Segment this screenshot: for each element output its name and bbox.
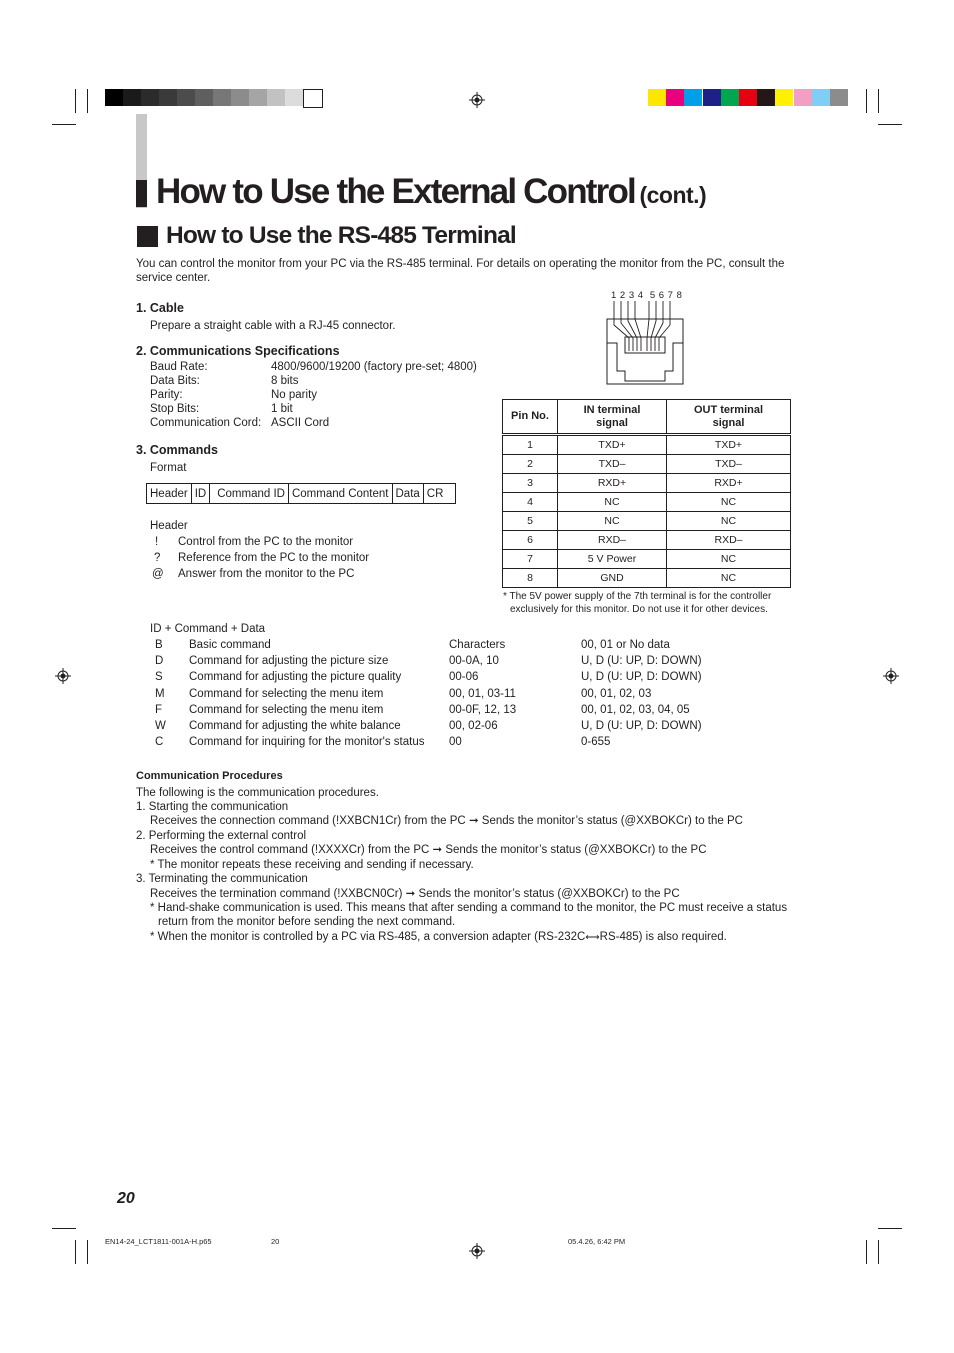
pin-cell: RXD– [558, 531, 667, 550]
format-cell: Command ID [210, 484, 289, 504]
command-content: 00-06 [449, 671, 479, 684]
id-command-label: ID + Command + Data [150, 623, 266, 635]
pin-cell: NC [667, 493, 791, 512]
header-text: Reference from the PC to the monitor [178, 552, 370, 564]
step-part: Sends the monitor’s status (@XXBOKCr) to the PC [481, 815, 743, 827]
command-format-table [146, 483, 456, 504]
step-part: Sends the monitor’s status (@XXBOKCr) to the PC [418, 888, 680, 900]
crop-mark [878, 124, 902, 125]
command-data: 00, 01, 02, 03 [581, 687, 652, 700]
spec-row [150, 388, 477, 402]
spec-value: No parity [271, 389, 318, 401]
step-part: Sends the monitor’s status (@XXBOKCr) to the PC [445, 844, 707, 856]
pin-assignment-table [502, 399, 791, 588]
color-swatch [666, 89, 684, 106]
crop-mark [878, 1228, 902, 1229]
pin-cell: 3 [503, 474, 558, 493]
color-swatch [812, 89, 830, 106]
pin-cell: RXD+ [667, 474, 791, 493]
spec-label: Parity: [150, 389, 183, 401]
footer-date: 05.4.26, 6:42 PM [568, 1237, 626, 1246]
gray-swatch [267, 89, 285, 106]
command-row [155, 670, 721, 686]
command-description: Command for inquiring for the monitor's status [189, 736, 425, 749]
crop-mark [866, 89, 867, 113]
gray-swatch [141, 89, 159, 106]
comm-spec-list [150, 360, 477, 430]
spec-row [150, 416, 477, 430]
commands-heading: 3. Commands [136, 443, 218, 457]
command-content: Characters [449, 639, 506, 651]
command-row [155, 687, 721, 703]
spec-row [150, 374, 477, 388]
crop-mark [52, 124, 76, 125]
command-letter: B [155, 639, 163, 651]
command-letter: C [155, 736, 164, 749]
registration-mark [883, 668, 899, 684]
pin-cell: 5 [503, 512, 558, 531]
page-number: 20 [117, 1190, 135, 1207]
command-row [155, 638, 721, 654]
command-description: Command for adjusting the picture size [189, 655, 389, 668]
procedure-note: * Hand-shake communication is used. This means that after sending a command to the monitor, the PC must receive a status [150, 902, 788, 914]
spec-row [150, 402, 477, 416]
step-part: Receives the termination command (!XXBCN0Cr) [150, 888, 403, 900]
format-cell: CR [423, 484, 456, 504]
pin-cell: TXD+ [558, 435, 667, 455]
color-swatch [757, 89, 775, 106]
pin-cell: 8 [503, 569, 558, 588]
registration-mark [55, 668, 71, 684]
command-list [155, 638, 721, 751]
header-row [152, 567, 369, 583]
command-data: U, D (U: UP, D: DOWN) [581, 719, 702, 732]
note-part: RS-485) is also required. [599, 931, 727, 943]
pin-row [503, 474, 791, 493]
pin-cell: 5 V Power [558, 550, 667, 569]
pin-cell: 4 [503, 493, 558, 512]
format-cell: ID [191, 484, 210, 504]
spec-value: ASCII Cord [271, 417, 330, 429]
step-title: 1. Starting the communication [136, 801, 289, 813]
crop-mark [75, 1240, 76, 1264]
header-list [152, 535, 369, 583]
command-description: Command for selecting the menu item [189, 703, 384, 716]
command-data: U, D (U: UP, D: DOWN) [581, 671, 702, 684]
crop-mark [52, 1228, 76, 1229]
format-cell: Command Content [288, 484, 392, 504]
format-cell: Header [147, 484, 192, 504]
rj45-connector-diagram [605, 301, 685, 386]
command-content: 00 [449, 736, 462, 749]
gray-swatch [159, 89, 177, 106]
gray-swatch [249, 89, 267, 106]
command-content: 00-0A, 10 [449, 655, 499, 668]
command-content: 00-0F, 12, 13 [449, 703, 517, 716]
note-line: exclusively for this monitor. Do not use it for other devices. [510, 604, 768, 615]
header-text: Control from the PC to the monitor [178, 536, 354, 548]
command-letter: F [155, 703, 163, 716]
registration-mark [469, 92, 485, 108]
pin-header-cell [667, 400, 791, 435]
header-text: Answer from the monitor to the PC [178, 568, 355, 580]
pin-row [503, 569, 791, 588]
command-row [155, 703, 721, 719]
color-swatch [684, 89, 702, 106]
cable-text: Prepare a straight cable with a RJ-45 connector. [150, 320, 396, 332]
header-text: IN terminal [583, 403, 641, 416]
gray-swatch [303, 89, 323, 108]
command-description: Command for adjusting the white balance [189, 719, 401, 732]
arrow-right-icon: ➞ [432, 844, 443, 856]
pin-row [503, 493, 791, 512]
step-part: Receives the control command (!XXXXCr) from the PC [150, 844, 430, 856]
color-swatch [721, 89, 739, 106]
gray-swatch [213, 89, 231, 106]
intro-text: service center. [136, 272, 211, 284]
spec-row [150, 360, 477, 374]
format-cell: Data [392, 484, 423, 504]
step-text [150, 887, 680, 901]
header-text: signal [596, 416, 628, 429]
footer-page: 20 [271, 1237, 280, 1246]
gray-swatch [231, 89, 249, 106]
color-swatch [739, 89, 757, 106]
pin-cell: 7 [503, 550, 558, 569]
crop-mark [878, 89, 879, 113]
intro-text: You can control the monitor from your PC via the RS-485 terminal. For details on operating the monitor from the PC, consult the [136, 258, 785, 270]
header-row [152, 551, 369, 567]
pin-cell: NC [667, 569, 791, 588]
spec-value: 1 bit [271, 403, 293, 415]
pin-table-note [503, 590, 771, 616]
crop-mark [87, 89, 88, 113]
header-text: signal [712, 416, 745, 429]
pin-row [503, 550, 791, 569]
spec-label: Stop Bits: [150, 403, 200, 415]
page-title: How to Use the External Control (cont.) [156, 172, 707, 211]
format-label: Format [150, 462, 187, 474]
footer-filename: EN14-24_LCT1811-001A-H.p65 [105, 1237, 212, 1246]
command-row [155, 735, 721, 751]
command-letter: W [155, 719, 166, 732]
double-arrow-icon: ⟷ [585, 932, 600, 943]
arrow-right-icon: ➞ [405, 888, 416, 900]
color-swatch [794, 89, 812, 106]
pin-cell: TXD+ [667, 435, 791, 455]
gray-swatch [123, 89, 141, 106]
header-row [152, 535, 369, 551]
gray-swatch [105, 89, 123, 106]
step-text [150, 814, 743, 828]
color-swatch [648, 89, 666, 106]
crop-mark [866, 1240, 867, 1264]
header-text: Pin No. [511, 410, 549, 422]
pin-cell: 6 [503, 531, 558, 550]
command-data: 0-655 [581, 736, 611, 749]
pin-cell: 1 [503, 435, 558, 455]
section-title: How to Use the RS-485 Terminal [166, 222, 516, 249]
pin-cell: NC [558, 493, 667, 512]
spec-label: Baud Rate: [150, 361, 208, 373]
connector-pin-labels: 1 2 3 4 5 6 7 8 [611, 290, 683, 301]
spec-label: Communication Cord: [150, 417, 262, 429]
arrow-right-icon: ➞ [468, 815, 479, 827]
cable-heading: 1. Cable [136, 301, 184, 315]
command-data: U, D (U: UP, D: DOWN) [581, 655, 702, 668]
note-line: * The 5V power supply of the 7th terminal is for the controller [503, 591, 772, 602]
pin-header-cell [558, 400, 667, 435]
header-text: OUT terminal [693, 403, 764, 416]
color-swatch [830, 89, 848, 106]
gray-swatch [177, 89, 195, 106]
pin-cell: NC [558, 512, 667, 531]
header-symbol: @ [152, 568, 164, 580]
procedures-heading: Communication Procedures [136, 770, 283, 782]
command-row [155, 654, 721, 670]
pin-cell: GND [558, 569, 667, 588]
color-swatch [703, 89, 721, 106]
pin-header-cell [503, 400, 558, 435]
gray-swatch [285, 89, 303, 106]
command-letter: D [155, 655, 164, 668]
title-marker [136, 180, 147, 207]
spec-value: 8 bits [271, 375, 299, 387]
pin-cell: NC [667, 550, 791, 569]
step-note: * The monitor repeats these receiving and sending if necessary. [150, 859, 474, 871]
note-part: * When the monitor is controlled by a PC via RS-485, a conversion adapter (RS-232C [150, 931, 586, 943]
command-letter: S [155, 671, 163, 684]
pin-cell: RXD– [667, 531, 791, 550]
command-content: 00, 02-06 [449, 719, 498, 732]
command-letter: M [155, 687, 165, 700]
gray-swatch [195, 89, 213, 106]
step-title: 2. Performing the external control [136, 830, 307, 842]
registration-mark [469, 1243, 485, 1259]
command-data: 00, 01 or No data [581, 639, 670, 651]
step-part: Receives the connection command (!XXBCN1Cr) from the PC [150, 815, 466, 827]
pin-cell: TXD– [558, 455, 667, 474]
pin-row [503, 512, 791, 531]
header-label: Header [150, 520, 188, 532]
command-description: Basic command [189, 639, 271, 651]
crop-mark [878, 1240, 879, 1264]
pin-cell: 2 [503, 455, 558, 474]
color-swatch [775, 89, 793, 106]
crop-mark [75, 89, 76, 113]
header-symbol: ! [155, 536, 159, 548]
header-symbol: ? [154, 552, 161, 564]
pin-row [503, 531, 791, 550]
pin-cell: TXD– [667, 455, 791, 474]
procedure-note [150, 930, 727, 945]
command-description: Command for adjusting the picture quality [189, 671, 402, 684]
pin-cell: RXD+ [558, 474, 667, 493]
section-marker [137, 226, 158, 247]
crop-mark [87, 1240, 88, 1264]
comm-spec-heading: 2. Communications Specifications [136, 344, 340, 358]
spec-value: 4800/9600/19200 (factory pre-set; 4800) [271, 361, 477, 373]
pin-row [503, 435, 791, 455]
step-text [150, 843, 707, 857]
procedures-intro: The following is the communication procedures. [136, 787, 379, 799]
step-title: 3. Terminating the communication [136, 873, 308, 885]
command-data: 00, 01, 02, 03, 04, 05 [581, 703, 690, 716]
command-content: 00, 01, 03-11 [449, 687, 516, 700]
command-row [155, 719, 721, 735]
spec-label: Data Bits: [150, 375, 200, 387]
procedure-note: return from the monitor before sending the next command. [158, 916, 456, 928]
pin-cell: NC [667, 512, 791, 531]
command-description: Command for selecting the menu item [189, 687, 384, 700]
pin-row [503, 455, 791, 474]
